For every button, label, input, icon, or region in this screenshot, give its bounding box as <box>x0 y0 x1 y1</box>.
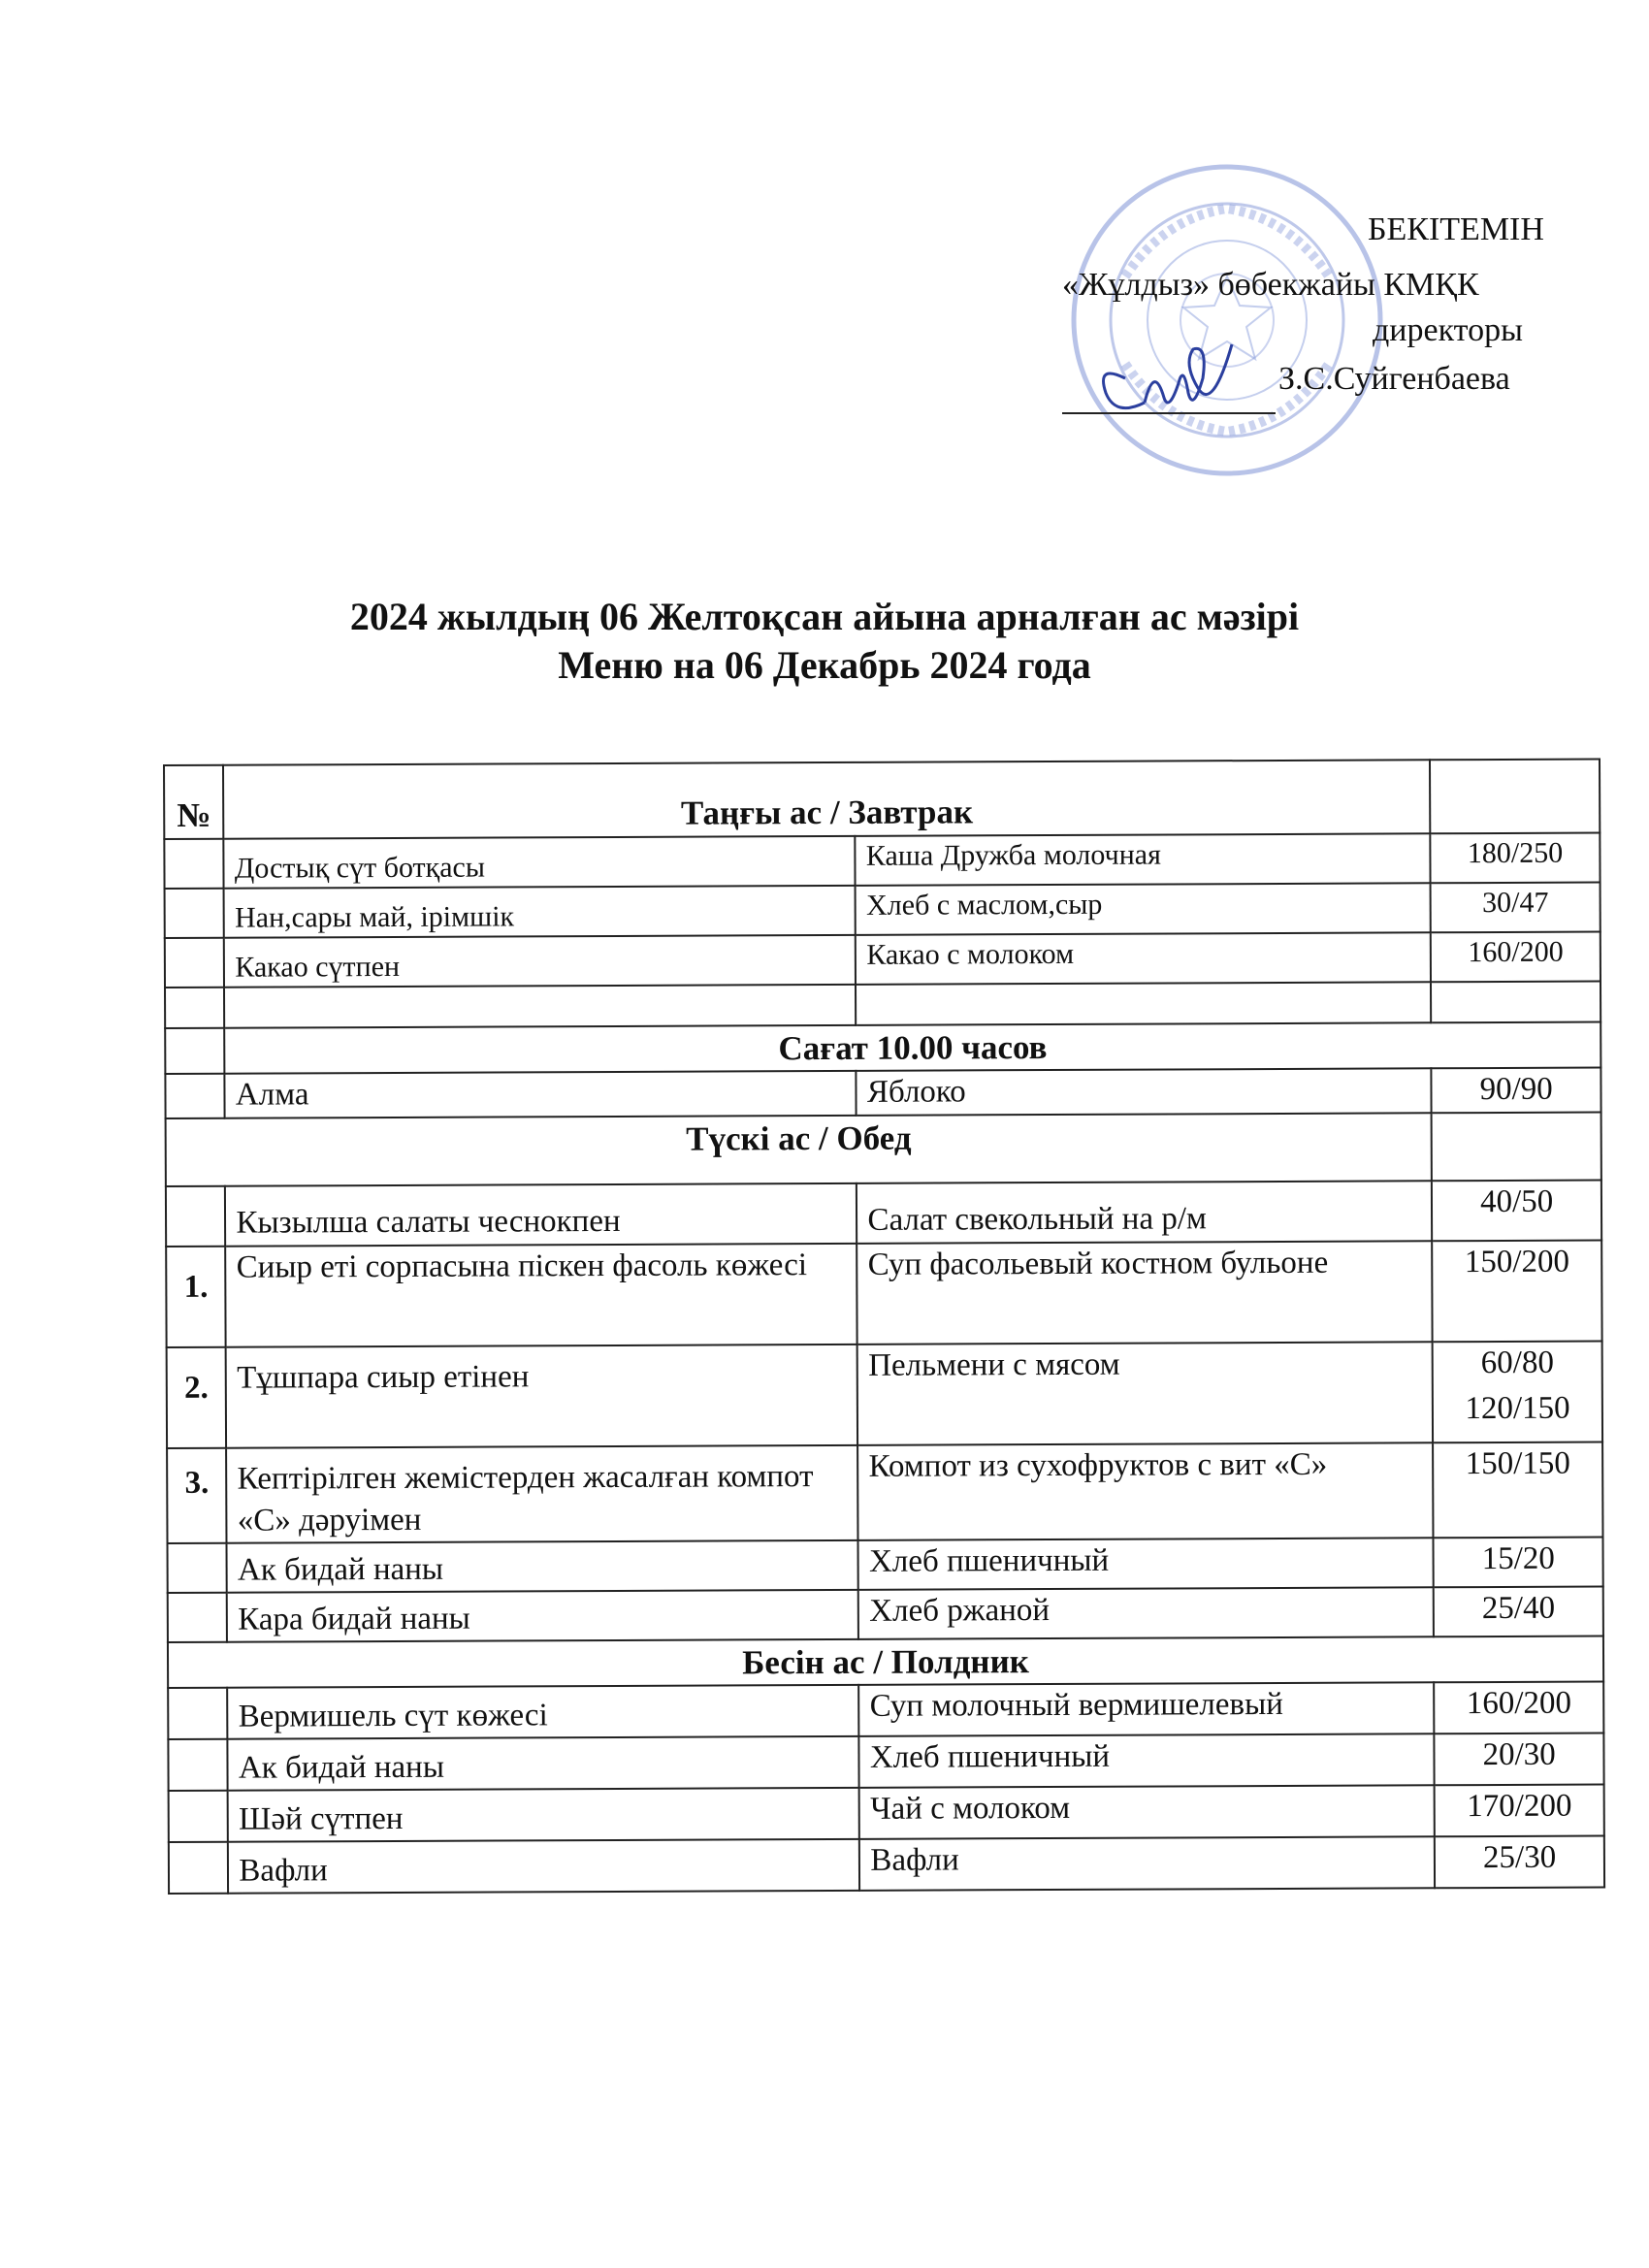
dish-ru: Хлеб пшеничный <box>859 1733 1435 1787</box>
portion: 170/200 <box>1435 1784 1604 1836</box>
afternoon-header-row <box>168 1636 1603 1688</box>
dish-ru: Вафли <box>859 1836 1435 1890</box>
menu-table <box>163 759 1605 1895</box>
table-row <box>164 832 1600 888</box>
num-header: № <box>164 765 224 839</box>
table-row <box>165 882 1600 937</box>
dish-kk: Шәй сүтпен <box>228 1788 859 1842</box>
dish-ru: Какао с молоком <box>856 932 1431 985</box>
lunch-header-row <box>166 1113 1601 1186</box>
table-row <box>166 1181 1601 1247</box>
dish-ru: Хлеб с маслом,сыр <box>856 883 1431 935</box>
approval-position: директоры <box>1373 312 1523 348</box>
afternoon-header: Бесін ас / Полдник <box>168 1636 1603 1688</box>
dish-kk: Тұшпара сиыр етінен <box>226 1345 858 1448</box>
approval-organization: «Жұлдыз» бөбекжайы КМҚК <box>1062 267 1479 303</box>
dish-kk: Кызылша салаты чеснокпен <box>225 1183 857 1247</box>
dish-kk: Кара бидай наны <box>227 1590 858 1642</box>
table-row <box>169 1835 1604 1893</box>
dish-kk: Ак бидай наны <box>227 1540 858 1593</box>
row-number: 2. <box>167 1347 227 1448</box>
dish-ru: Чай с молоком <box>859 1785 1435 1838</box>
dish-ru: Пельмени с мясом <box>857 1342 1433 1445</box>
dish-kk: Достық сүт ботқасы <box>224 835 856 888</box>
dish-ru: Суп молочный вермишелевый <box>859 1682 1435 1735</box>
dish-ru: Хлеб пшеничный <box>858 1538 1434 1589</box>
dish-kk: Какао сүтпен <box>224 934 856 987</box>
table-row <box>168 1733 1603 1790</box>
official-stamp <box>1067 160 1387 480</box>
portion: 90/90 <box>1432 1068 1601 1114</box>
portion-secondary: 120/150 <box>1465 1390 1570 1427</box>
table-row <box>168 1586 1603 1641</box>
table-row <box>168 1682 1603 1739</box>
row-number: 1. <box>166 1247 226 1347</box>
portion: 60/80 <box>1480 1345 1555 1381</box>
portion: 150/200 <box>1432 1241 1601 1343</box>
table-row <box>166 1241 1601 1347</box>
snack-header-row <box>165 1021 1600 1074</box>
approval-header: БЕКІТЕМІН <box>1368 211 1544 247</box>
dish-kk: Нан,сары май, ірімшік <box>224 885 856 937</box>
title-kazakh: 2024 жылдың 06 Желтоқсан айына арналған ас мәзірі <box>349 595 1300 638</box>
dish-ru: Суп фасольевый костном бульоне <box>857 1241 1433 1345</box>
dish-kk: Кептірілген жемістерден жасалған компот «С» дәруімен <box>226 1445 857 1543</box>
table-row <box>168 1537 1603 1592</box>
signature-line <box>1062 412 1276 414</box>
signature <box>1086 325 1261 432</box>
dish-kk: Ак бидай наны <box>228 1736 859 1791</box>
lunch-header: Түскі ас / Обед <box>166 1113 1433 1186</box>
empty-row <box>165 981 1600 1027</box>
dish-kk: Вафли <box>228 1839 859 1894</box>
portion: 15/20 <box>1434 1537 1603 1587</box>
dish-kk: Вермишель сүт көжесі <box>228 1685 859 1739</box>
portion: 30/47 <box>1431 882 1600 932</box>
portion-cell <box>1433 1342 1602 1443</box>
portion: 150/150 <box>1433 1442 1602 1539</box>
approval-name: З.С.Суйгенбаева <box>1278 361 1510 397</box>
breakfast-header: Таңғы ас / Завтрак <box>223 760 1430 838</box>
portion: 40/50 <box>1432 1181 1601 1242</box>
dish-ru: Хлеб ржаной <box>858 1587 1434 1638</box>
portion: 160/200 <box>1431 931 1600 982</box>
portion: 180/250 <box>1431 832 1600 883</box>
dish-ru: Каша Дружба молочная <box>856 833 1431 886</box>
row-number: 3. <box>167 1448 227 1543</box>
table-row <box>167 1442 1602 1543</box>
table-row <box>165 931 1600 987</box>
dish-kk: Сиыр еті сорпасына піскен фасоль көжесі <box>226 1244 858 1347</box>
snack-header: Сағат 10.00 часов <box>225 1021 1601 1074</box>
portion: 20/30 <box>1435 1733 1604 1785</box>
title-russian: Меню на 06 Декабрь 2024 года <box>558 643 1091 687</box>
portion: 160/200 <box>1434 1682 1603 1734</box>
portion: 25/40 <box>1434 1586 1603 1636</box>
dish-ru: Компот из сухофруктов с вит «С» <box>858 1442 1434 1539</box>
dish-ru: Салат свекольный на р/м <box>857 1181 1432 1244</box>
dish-kk: Алма <box>225 1071 857 1118</box>
table-row <box>165 1068 1600 1118</box>
table-row <box>169 1784 1604 1841</box>
breakfast-header-row <box>164 760 1600 839</box>
dish-ru: Яблоко <box>857 1068 1432 1116</box>
portion: 25/30 <box>1435 1835 1604 1888</box>
table-row <box>167 1342 1602 1448</box>
